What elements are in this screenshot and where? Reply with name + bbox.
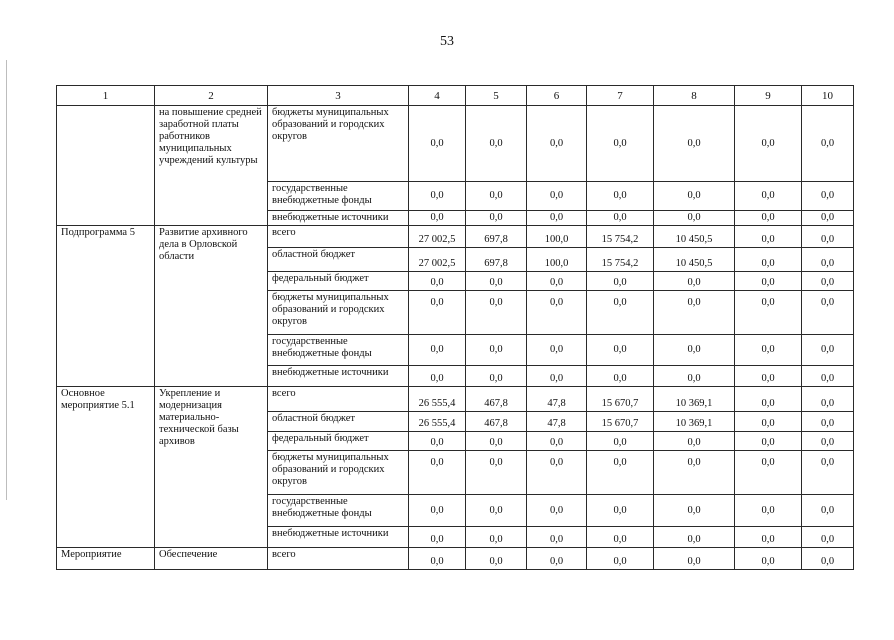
column-header: 7 xyxy=(587,86,654,106)
funding-source-cell: внебюджетные источники xyxy=(268,366,409,387)
value-cell: 0,0 xyxy=(735,248,802,272)
column-header: 5 xyxy=(466,86,527,106)
funding-source-cell: областной бюджет xyxy=(268,412,409,432)
value-cell: 15 754,2 xyxy=(587,248,654,272)
value-cell: 0,0 xyxy=(527,366,587,387)
value-cell: 0,0 xyxy=(735,182,802,211)
value-cell: 0,0 xyxy=(409,527,466,548)
value-cell: 0,0 xyxy=(409,432,466,451)
value-cell: 0,0 xyxy=(527,272,587,291)
value-cell: 0,0 xyxy=(466,451,527,495)
value-cell: 0,0 xyxy=(735,226,802,248)
value-cell: 0,0 xyxy=(802,387,854,412)
program-code-cell: Мероприятие xyxy=(57,548,155,570)
value-cell: 0,0 xyxy=(735,272,802,291)
value-cell: 0,0 xyxy=(587,527,654,548)
value-cell: 10 450,5 xyxy=(654,226,735,248)
value-cell: 0,0 xyxy=(735,106,802,182)
value-cell: 0,0 xyxy=(587,432,654,451)
value-cell: 0,0 xyxy=(587,291,654,335)
value-cell: 0,0 xyxy=(654,548,735,570)
value-cell: 15 670,7 xyxy=(587,412,654,432)
value-cell: 0,0 xyxy=(587,335,654,366)
column-header: 2 xyxy=(155,86,268,106)
value-cell: 47,8 xyxy=(527,412,587,432)
value-cell: 0,0 xyxy=(802,335,854,366)
value-cell: 0,0 xyxy=(735,291,802,335)
value-cell: 0,0 xyxy=(802,226,854,248)
value-cell: 0,0 xyxy=(466,211,527,226)
value-cell: 0,0 xyxy=(654,432,735,451)
value-cell: 0,0 xyxy=(654,272,735,291)
table-row xyxy=(57,226,854,248)
value-cell: 0,0 xyxy=(587,211,654,226)
value-cell: 0,0 xyxy=(802,182,854,211)
funding-source-cell: государственные внебюджетные фонды xyxy=(268,495,409,527)
value-cell: 0,0 xyxy=(735,432,802,451)
funding-source-cell: бюджеты муниципальных образований и городских округов xyxy=(268,291,409,335)
funding-source-cell: федеральный бюджет xyxy=(268,272,409,291)
value-cell: 0,0 xyxy=(409,182,466,211)
value-cell: 0,0 xyxy=(409,451,466,495)
funding-source-cell: бюджеты муниципальных образований и городских округов xyxy=(268,106,409,182)
value-cell: 0,0 xyxy=(802,548,854,570)
value-cell: 0,0 xyxy=(735,211,802,226)
value-cell: 0,0 xyxy=(409,335,466,366)
value-cell: 27 002,5 xyxy=(409,226,466,248)
value-cell: 0,0 xyxy=(654,451,735,495)
funding-source-cell: внебюджетные источники xyxy=(268,527,409,548)
value-cell: 0,0 xyxy=(409,272,466,291)
value-cell: 0,0 xyxy=(802,527,854,548)
table-row xyxy=(57,548,854,570)
program-name-cell: Развитие архивного дела в Орловской области xyxy=(155,226,268,387)
value-cell: 0,0 xyxy=(802,291,854,335)
value-cell: 0,0 xyxy=(654,527,735,548)
program-name-cell: на повышение средней заработной платы работников муниципальных учреждений культуры xyxy=(155,106,268,226)
value-cell: 0,0 xyxy=(735,495,802,527)
value-cell: 0,0 xyxy=(735,451,802,495)
value-cell: 0,0 xyxy=(527,495,587,527)
value-cell: 15 754,2 xyxy=(587,226,654,248)
value-cell: 0,0 xyxy=(654,211,735,226)
value-cell: 0,0 xyxy=(735,366,802,387)
table-row xyxy=(57,387,854,412)
value-cell: 0,0 xyxy=(587,272,654,291)
value-cell: 0,0 xyxy=(527,548,587,570)
value-cell: 10 369,1 xyxy=(654,412,735,432)
budget-table xyxy=(56,85,854,570)
value-cell: 0,0 xyxy=(527,335,587,366)
value-cell: 0,0 xyxy=(409,291,466,335)
value-cell: 0,0 xyxy=(587,548,654,570)
value-cell: 0,0 xyxy=(735,412,802,432)
value-cell: 0,0 xyxy=(802,106,854,182)
value-cell: 0,0 xyxy=(527,291,587,335)
value-cell: 0,0 xyxy=(802,412,854,432)
funding-source-cell: областной бюджет xyxy=(268,248,409,272)
program-code-cell xyxy=(57,106,155,226)
column-header: 6 xyxy=(527,86,587,106)
value-cell: 0,0 xyxy=(802,495,854,527)
value-cell: 0,0 xyxy=(587,182,654,211)
value-cell: 0,0 xyxy=(466,106,527,182)
funding-source-cell: всего xyxy=(268,226,409,248)
program-name-cell: Обеспечение xyxy=(155,548,268,570)
program-code-cell: Основное мероприятие 5.1 xyxy=(57,387,155,548)
column-header: 4 xyxy=(409,86,466,106)
value-cell: 0,0 xyxy=(802,451,854,495)
value-cell: 0,0 xyxy=(527,432,587,451)
value-cell: 0,0 xyxy=(587,451,654,495)
value-cell: 697,8 xyxy=(466,248,527,272)
value-cell: 0,0 xyxy=(409,366,466,387)
value-cell: 0,0 xyxy=(587,495,654,527)
value-cell: 0,0 xyxy=(654,106,735,182)
column-header: 1 xyxy=(57,86,155,106)
funding-source-cell: всего xyxy=(268,387,409,412)
value-cell: 0,0 xyxy=(466,272,527,291)
value-cell: 0,0 xyxy=(654,366,735,387)
funding-source-cell: всего xyxy=(268,548,409,570)
funding-source-cell: государственные внебюджетные фонды xyxy=(268,182,409,211)
funding-source-cell: бюджеты муниципальных образований и городских округов xyxy=(268,451,409,495)
table-row xyxy=(57,106,854,182)
value-cell: 0,0 xyxy=(802,272,854,291)
column-header: 8 xyxy=(654,86,735,106)
value-cell: 0,0 xyxy=(735,548,802,570)
value-cell: 0,0 xyxy=(409,211,466,226)
value-cell: 0,0 xyxy=(735,527,802,548)
header-row xyxy=(57,86,854,106)
value-cell: 0,0 xyxy=(466,335,527,366)
value-cell: 467,8 xyxy=(466,412,527,432)
value-cell: 0,0 xyxy=(802,211,854,226)
value-cell: 0,0 xyxy=(527,182,587,211)
value-cell: 0,0 xyxy=(527,451,587,495)
value-cell: 0,0 xyxy=(466,366,527,387)
value-cell: 0,0 xyxy=(466,527,527,548)
value-cell: 0,0 xyxy=(466,548,527,570)
value-cell: 0,0 xyxy=(802,432,854,451)
value-cell: 0,0 xyxy=(466,495,527,527)
value-cell: 0,0 xyxy=(527,527,587,548)
value-cell: 100,0 xyxy=(527,248,587,272)
funding-source-cell: внебюджетные источники xyxy=(268,211,409,226)
value-cell: 0,0 xyxy=(409,548,466,570)
value-cell: 0,0 xyxy=(802,366,854,387)
value-cell: 467,8 xyxy=(466,387,527,412)
value-cell: 0,0 xyxy=(735,335,802,366)
value-cell: 10 369,1 xyxy=(654,387,735,412)
value-cell: 10 450,5 xyxy=(654,248,735,272)
value-cell: 26 555,4 xyxy=(409,412,466,432)
value-cell: 0,0 xyxy=(527,211,587,226)
value-cell: 0,0 xyxy=(735,387,802,412)
value-cell: 26 555,4 xyxy=(409,387,466,412)
page-number: 53 xyxy=(440,34,454,49)
value-cell: 100,0 xyxy=(527,226,587,248)
value-cell: 47,8 xyxy=(527,387,587,412)
value-cell: 0,0 xyxy=(654,291,735,335)
value-cell: 0,0 xyxy=(654,495,735,527)
scan-edge-line xyxy=(6,60,7,500)
value-cell: 0,0 xyxy=(409,106,466,182)
column-header: 3 xyxy=(268,86,409,106)
value-cell: 27 002,5 xyxy=(409,248,466,272)
value-cell: 697,8 xyxy=(466,226,527,248)
funding-source-cell: государственные внебюджетные фонды xyxy=(268,335,409,366)
value-cell: 0,0 xyxy=(466,291,527,335)
value-cell: 0,0 xyxy=(466,182,527,211)
value-cell: 0,0 xyxy=(802,248,854,272)
value-cell: 0,0 xyxy=(587,106,654,182)
value-cell: 0,0 xyxy=(466,432,527,451)
column-header: 10 xyxy=(802,86,854,106)
program-code-cell: Подпрограмма 5 xyxy=(57,226,155,387)
column-header: 9 xyxy=(735,86,802,106)
value-cell: 0,0 xyxy=(527,106,587,182)
value-cell: 0,0 xyxy=(587,366,654,387)
funding-source-cell: федеральный бюджет xyxy=(268,432,409,451)
value-cell: 15 670,7 xyxy=(587,387,654,412)
value-cell: 0,0 xyxy=(654,335,735,366)
value-cell: 0,0 xyxy=(409,495,466,527)
value-cell: 0,0 xyxy=(654,182,735,211)
program-name-cell: Укрепление и модернизация материально-технической базы архивов xyxy=(155,387,268,548)
